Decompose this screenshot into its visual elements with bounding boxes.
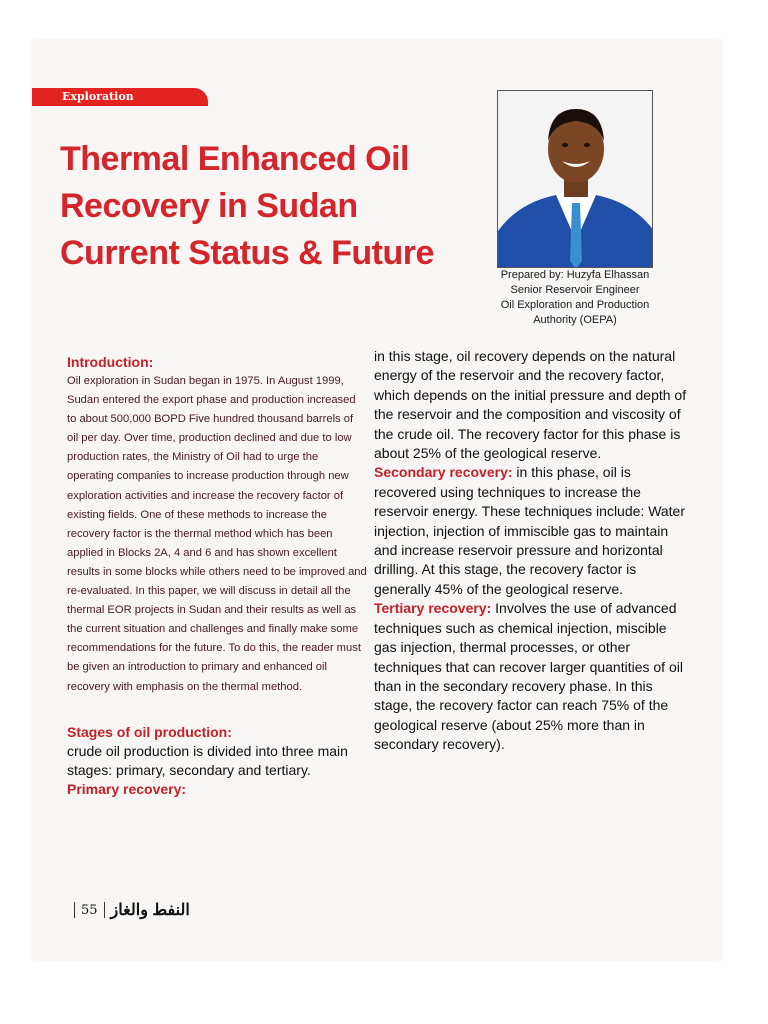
section-tag: Exploration: [32, 88, 208, 106]
page-number: 55: [81, 902, 98, 918]
magazine-page: [32, 40, 722, 960]
author-portrait-image: [498, 91, 653, 268]
author-photo: [497, 90, 653, 268]
stages-section: [67, 723, 367, 799]
primary-recovery-heading: Primary recovery:: [67, 780, 187, 797]
footer-divider-2: [104, 902, 105, 918]
stages-heading: Stages of oil production:: [67, 723, 232, 740]
byline-line-3: Oil Exploration and Production: [500, 299, 650, 311]
introduction-body: Oil exploration in Sudan began in 1975. In August 1999, Sudan entered the export phase and production increased to about 500,000 BOPD Five hundred thousand barrels of oil per day. Over time, production declined and due to low production rates, the Ministry of Oil had to urge the operating companies to increase production through new exploration activities and increase the recovery factor of existing fields. One of these methods to increase the recovery factor is the thermal method which has been applied in Blocks 2A, 4 and 6 and has shown excellent results in some blocks while others need to be improved and re-evaluated. In this paper, we will discuss in detail all the thermal EOR projects in Sudan and their results as well as the current situation and challenges and finally make some recommendations for the future. To do this, the reader must be given an introduction to primary and enhanced oil recovery with emphasis on the thermal method.: [67, 375, 367, 693]
byline-line-2: Senior Reservoir Engineer: [510, 284, 640, 296]
stages-body: crude oil production is divided into three main stages: primary, secondary and tertiary.: [67, 742, 348, 778]
primary-recovery-text: in this stage, oil recovery depends on the natural energy of the reservoir and the recovery factor, which depends on the initial pressure and depth of the reservoir and the composition and viscosity of the crude oil. The recovery factor for this phase is about 25% of the geological reserve.: [374, 348, 687, 462]
secondary-recovery-text: in this phase, oil is recovered using techniques to increase the reservoir energy. These techniques include: Water injection, injection of immiscible gas to maintain and increase reservoir pressure and horizontal drilling. At this stage, the recovery factor is generally 45% of the geological reserve.: [374, 464, 686, 597]
byline-line-4: Authority (OEPA): [533, 314, 617, 326]
left-column: [67, 354, 367, 799]
tertiary-recovery-text: Involves the use of advanced techniques such as chemical injection, miscible gas injection, thermal processes, or other techniques that can recover larger quantities of oil than in the secondary recovery phase. In this stage, the recovery factor can reach 75% of the geological reserve (about 25% more than in secondary recovery).: [374, 600, 683, 753]
author-byline: [480, 268, 670, 328]
page-footer: [74, 900, 190, 920]
magazine-name: النفط والغاز: [110, 902, 190, 919]
article-title: [60, 136, 480, 277]
title-line-2: Recovery in Sudan: [60, 187, 358, 225]
title-line-1: Thermal Enhanced Oil: [60, 140, 409, 178]
tertiary-recovery-paragraph: [374, 599, 692, 754]
byline-line-1: Prepared by: Huzyfa Elhassan: [500, 269, 650, 281]
footer-divider: [74, 902, 75, 918]
right-column: [374, 347, 692, 755]
title-line-3: Current Status & Future: [60, 234, 434, 272]
secondary-recovery-paragraph: [374, 463, 692, 599]
introduction-heading: Introduction:: [67, 354, 154, 370]
tertiary-recovery-heading: Tertiary recovery:: [374, 600, 492, 617]
secondary-recovery-heading: Secondary recovery:: [374, 464, 513, 481]
